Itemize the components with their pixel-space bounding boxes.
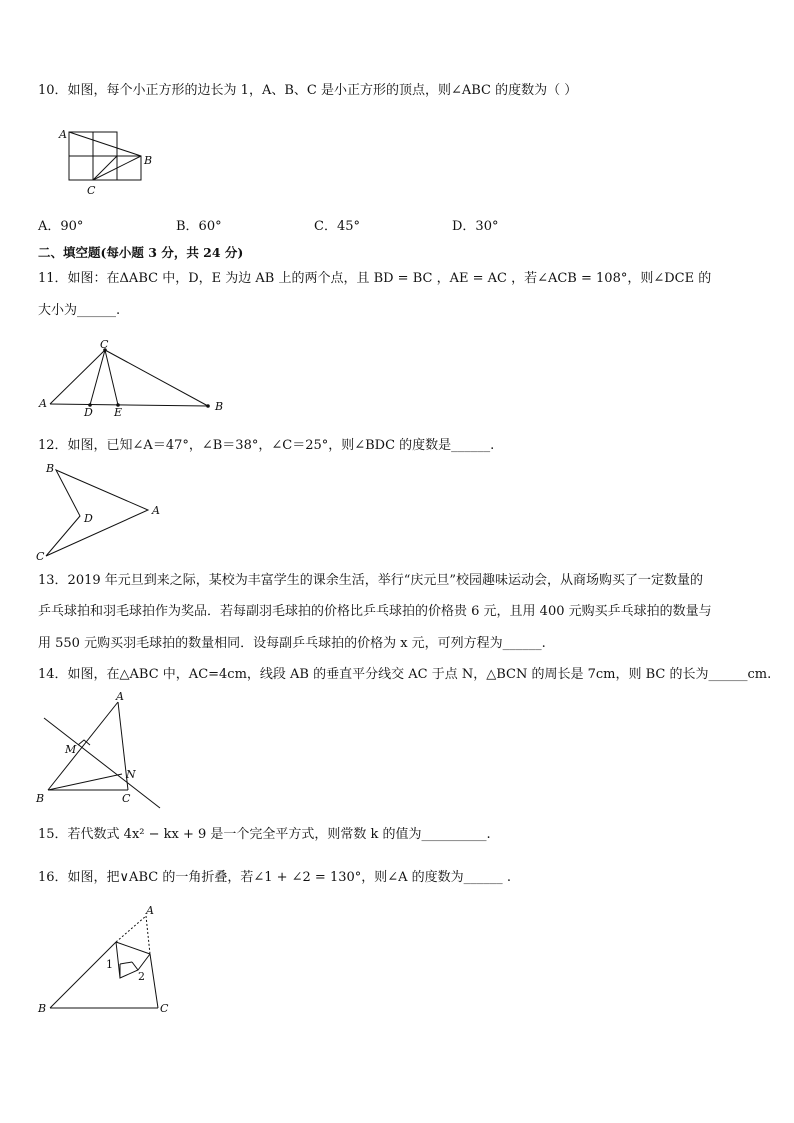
q12-label-d: D	[84, 512, 93, 525]
q12-label-c: C	[36, 550, 45, 563]
q16-label-one: 1	[106, 958, 113, 971]
q11-label-a: A	[39, 397, 47, 410]
q10-grid-figure	[50, 126, 170, 196]
q11-label-c: C	[100, 338, 109, 351]
q10-option-c[interactable]: C．45°	[314, 219, 360, 234]
q12-label-a: A	[152, 504, 160, 517]
q16-fold-figure	[36, 902, 186, 1018]
q11-triangle-figure	[36, 338, 236, 420]
q13-text-line2: 乒乓球拍和羽毛球拍作为奖品．若每副羽毛球拍的价格比乒乓球拍的价格贵 6 元，且用 400 元购买乒乓球拍的数量与	[38, 604, 712, 619]
q12-label-b: B	[46, 462, 55, 475]
q12-text: 12．如图，已知∠A＝47°，∠B＝38°，∠C＝25°，则∠BDC 的度数是______.	[38, 438, 495, 453]
q11-label-b: B	[215, 400, 224, 413]
q14-text: 14．如图，在△ABC 中，AC=4cm，线段 AB 的垂直平分线交 AC 于点 N，△BCN 的周长是 7cm，则 BC 的长为______cm.	[38, 667, 772, 682]
q14-label-c: C	[122, 792, 131, 805]
q11-label-d: D	[84, 406, 93, 419]
q10-label-c: C	[87, 184, 96, 197]
q14-label-b: B	[36, 792, 45, 805]
q11-label-e: E	[114, 406, 123, 419]
q10-text: 10．如图，每个小正方形的边长为 1，A、B、C 是小正方形的顶点，则∠ABC 的度数为（ ）	[38, 83, 578, 98]
q16-text: 16．如图，把∨ABC 的一角折叠，若∠1 + ∠2 = 130°，则∠A 的度数为______ .	[38, 870, 511, 885]
q11-text-line1: 11．如图：在ΔABC 中，D，E 为边 AB 上的两个点，且 BD = BC ，AE = AC ，若∠ACB = 108°，则∠DCE 的	[38, 271, 712, 286]
q14-label-a: A	[116, 690, 124, 703]
q16-label-a: A	[146, 904, 154, 917]
q10-label-a: A	[59, 128, 67, 141]
q16-label-b: B	[38, 1002, 47, 1015]
q12-dart-figure	[34, 460, 174, 564]
q10-label-b: B	[144, 154, 153, 167]
section-title: 二、填空题(每小题 3 分，共 24 分)	[38, 245, 244, 260]
q13-text-line1: 13．2019 年元旦到来之际，某校为丰富学生的课余生活，举行“庆元旦”校园趣味运动会，从商场购买了一定数量的	[38, 573, 704, 588]
q15-text: 15．若代数式 4x² − kx + 9 是一个完全平方式，则常数 k 的值为__________.	[38, 827, 491, 842]
q13-text-line3: 用 550 元购买羽毛球拍的数量相同．设每副乒乓球拍的价格为 x 元，可列方程为______.	[38, 636, 546, 651]
q11-text-line2: 大小为______.	[38, 303, 121, 318]
q14-label-n: N	[126, 768, 136, 781]
q14-triangle-figure	[34, 688, 174, 812]
q10-option-d[interactable]: D．30°	[452, 219, 499, 234]
q10-option-a[interactable]: A．90°	[38, 219, 84, 234]
q16-label-two: 2	[138, 970, 145, 983]
q14-label-m: M	[65, 743, 77, 756]
q16-label-c: C	[160, 1002, 169, 1015]
q10-option-b[interactable]: B．60°	[176, 219, 222, 234]
